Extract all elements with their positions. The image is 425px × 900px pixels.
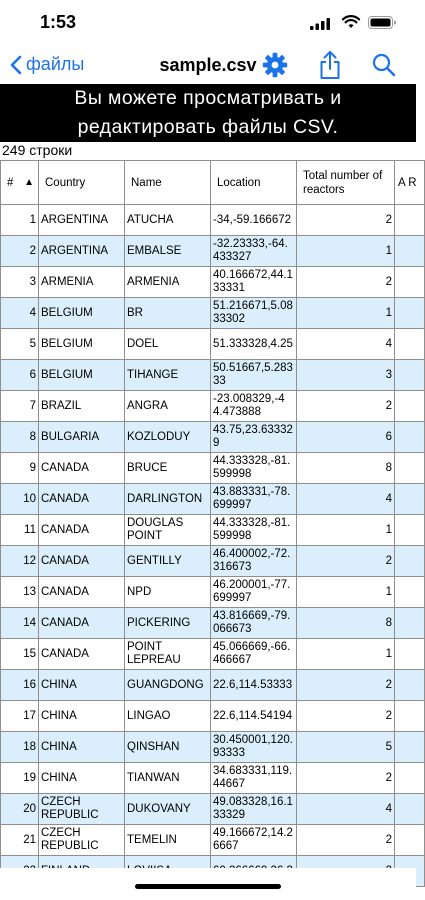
row-number[interactable]: 7	[1, 391, 39, 422]
name-cell[interactable]: DARLINGTON	[125, 484, 211, 515]
row-number[interactable]: 2	[1, 236, 39, 267]
search-icon[interactable]	[372, 53, 396, 77]
table-row[interactable]	[1, 546, 425, 577]
location-cell[interactable]: 51.333328,4.25	[211, 329, 297, 360]
reactor-count-cell[interactable]: 2	[297, 701, 395, 732]
reactor-count-cell[interactable]: 1	[297, 515, 395, 546]
banner-line-2: редактировать файлы CSV.	[77, 116, 339, 138]
next-column-cell[interactable]	[395, 546, 425, 577]
country-cell[interactable]: CHINA	[39, 701, 125, 732]
next-column-cell[interactable]	[395, 298, 425, 329]
country-cell[interactable]: ARGENTINA	[39, 205, 125, 236]
home-indicator[interactable]	[135, 884, 281, 889]
row-number[interactable]: 15	[1, 639, 39, 670]
row-number[interactable]: 14	[1, 608, 39, 639]
location-cell[interactable]: -23.008329,-44.473888	[211, 391, 297, 422]
name-cell[interactable]: DOUGLAS POINT	[125, 515, 211, 546]
location-cell[interactable]: 43.75,23.633329	[211, 422, 297, 453]
row-number[interactable]: 18	[1, 732, 39, 763]
next-column-cell[interactable]	[395, 701, 425, 732]
row-number[interactable]: 11	[1, 515, 39, 546]
location-cell[interactable]: 22.6,114.53333	[211, 670, 297, 701]
row-number[interactable]: 21	[1, 825, 39, 856]
country-cell[interactable]: BELGIUM	[39, 329, 125, 360]
country-cell[interactable]: CANADA	[39, 577, 125, 608]
location-cell[interactable]: 49.083328,16.133329	[211, 794, 297, 825]
country-cell[interactable]: CZECH REPUBLIC	[39, 794, 125, 825]
location-cell[interactable]: -34,-59.166672	[211, 205, 297, 236]
table-row[interactable]	[1, 515, 425, 546]
reactor-count-cell[interactable]: 4	[297, 484, 395, 515]
location-cell[interactable]: 49.166672,14.26667	[211, 825, 297, 856]
column-header-total-reactors[interactable]: Total number of reactors	[297, 161, 395, 205]
name-cell[interactable]: QINSHAN	[125, 732, 211, 763]
table-row[interactable]	[1, 732, 425, 763]
name-cell[interactable]: POINT LEPREAU	[125, 639, 211, 670]
column-header-name[interactable]: Name	[125, 161, 211, 205]
next-column-cell[interactable]	[395, 453, 425, 484]
column-header-number[interactable]	[1, 161, 39, 205]
table-row[interactable]	[1, 205, 425, 236]
name-cell[interactable]: GUANGDONG	[125, 670, 211, 701]
column-header-country[interactable]: Country	[39, 161, 125, 205]
country-cell[interactable]: CZECH REPUBLIC	[39, 825, 125, 856]
table-row[interactable]	[1, 794, 425, 825]
name-cell[interactable]: LINGAO	[125, 701, 211, 732]
name-cell[interactable]: BRUCE	[125, 453, 211, 484]
location-cell[interactable]: 46.200001,-77.699997	[211, 577, 297, 608]
location-cell[interactable]: 22.6,114.54194	[211, 701, 297, 732]
next-column-cell[interactable]	[395, 236, 425, 267]
location-cell[interactable]: 30.450001,120.93333	[211, 732, 297, 763]
name-cell[interactable]: ARMENIA	[125, 267, 211, 298]
next-column-cell[interactable]	[395, 825, 425, 856]
table-row[interactable]	[1, 577, 425, 608]
location-cell[interactable]: 45.066669,-66.466667	[211, 639, 297, 670]
battery-icon	[368, 16, 396, 29]
reactor-count-cell[interactable]: 1	[297, 577, 395, 608]
next-column-cell[interactable]	[395, 422, 425, 453]
back-label: файлы	[26, 54, 85, 74]
next-column-cell[interactable]	[395, 205, 425, 236]
reactor-count-cell[interactable]: 2	[297, 825, 395, 856]
column-header-label: #	[7, 176, 14, 189]
row-number[interactable]: 16	[1, 670, 39, 701]
sort-ascending-icon: ▲	[24, 176, 34, 188]
location-cell[interactable]: 46.400002,-72.316673	[211, 546, 297, 577]
table-row[interactable]	[1, 267, 425, 298]
next-column-cell[interactable]	[395, 515, 425, 546]
column-header-location[interactable]: Location	[211, 161, 297, 205]
row-number[interactable]: 4	[1, 298, 39, 329]
row-number[interactable]: 17	[1, 701, 39, 732]
row-number[interactable]: 12	[1, 546, 39, 577]
reactor-count-cell[interactable]: 1	[297, 639, 395, 670]
next-column-cell[interactable]	[395, 329, 425, 360]
next-column-cell[interactable]	[395, 794, 425, 825]
country-cell[interactable]: CANADA	[39, 608, 125, 639]
table-row[interactable]	[1, 298, 425, 329]
next-column-cell[interactable]	[395, 360, 425, 391]
row-number[interactable]: 20	[1, 794, 39, 825]
reactor-count-cell[interactable]: 5	[297, 732, 395, 763]
country-cell[interactable]: CHINA	[39, 763, 125, 794]
next-column-cell[interactable]	[395, 577, 425, 608]
reactor-count-cell[interactable]: 4	[297, 794, 395, 825]
reactor-count-cell[interactable]: 8	[297, 608, 395, 639]
page-title: sample.csv	[159, 55, 257, 75]
reactor-count-cell[interactable]: 2	[297, 205, 395, 236]
name-cell[interactable]: DUKOVANY	[125, 794, 211, 825]
table-row[interactable]	[1, 639, 425, 670]
status-time: 1:53	[40, 12, 77, 32]
info-banner	[0, 84, 416, 142]
country-cell[interactable]: CHINA	[39, 670, 125, 701]
name-cell[interactable]: BR	[125, 298, 211, 329]
country-cell[interactable]: ARGENTINA	[39, 236, 125, 267]
back-button[interactable]	[10, 54, 84, 75]
table-row[interactable]	[1, 484, 425, 515]
name-cell[interactable]: ANGRA	[125, 391, 211, 422]
location-cell[interactable]: 43.883331,-78.699997	[211, 484, 297, 515]
row-number[interactable]: 9	[1, 453, 39, 484]
cellular-signal-icon	[310, 18, 330, 30]
table-row[interactable]	[1, 608, 425, 639]
country-cell[interactable]: BELGIUM	[39, 298, 125, 329]
name-cell[interactable]: NPD	[125, 577, 211, 608]
row-number[interactable]: 8	[1, 422, 39, 453]
table-row[interactable]	[1, 422, 425, 453]
next-column-cell[interactable]	[395, 267, 425, 298]
banner-line-1: Вы можете просматривать и	[74, 87, 342, 109]
table-row[interactable]	[1, 763, 425, 794]
name-cell[interactable]: TIHANGE	[125, 360, 211, 391]
row-number[interactable]: 5	[1, 329, 39, 360]
next-column-cell[interactable]	[395, 639, 425, 670]
table-row[interactable]	[1, 825, 425, 856]
next-column-cell[interactable]	[395, 763, 425, 794]
reactor-count-cell[interactable]: 3	[297, 360, 395, 391]
country-cell[interactable]: BRAZIL	[39, 391, 125, 422]
reactor-count-cell[interactable]: 6	[297, 422, 395, 453]
reactor-count-cell[interactable]: 1	[297, 298, 395, 329]
country-cell[interactable]: BELGIUM	[39, 360, 125, 391]
table-row[interactable]	[1, 360, 425, 391]
name-cell[interactable]: KOZLODUY	[125, 422, 211, 453]
gear-icon[interactable]	[262, 52, 288, 78]
name-cell[interactable]: GENTILLY	[125, 546, 211, 577]
country-cell[interactable]: CANADA	[39, 453, 125, 484]
csv-table	[0, 160, 416, 868]
next-column-cell[interactable]	[395, 391, 425, 422]
name-cell[interactable]: ATUCHA	[125, 205, 211, 236]
table-row[interactable]	[1, 453, 425, 484]
row-number[interactable]: 6	[1, 360, 39, 391]
location-cell[interactable]: -32.23333,-64.433327	[211, 236, 297, 267]
table-header-row	[1, 161, 425, 205]
next-column-cell[interactable]	[395, 670, 425, 701]
location-cell[interactable]: 40.166672,44.133331	[211, 267, 297, 298]
status-bar	[0, 0, 416, 48]
location-cell[interactable]: 44.333328,-81.599998	[211, 453, 297, 484]
reactor-count-cell[interactable]: 2	[297, 670, 395, 701]
wifi-icon	[342, 15, 360, 29]
table-row[interactable]	[1, 236, 425, 267]
row-count: 249 строки	[2, 142, 73, 158]
location-cell[interactable]: 44.333328,-81.599998	[211, 515, 297, 546]
table-row[interactable]	[1, 670, 425, 701]
name-cell[interactable]: DOEL	[125, 329, 211, 360]
column-header-next[interactable]: A R	[395, 161, 425, 205]
name-cell[interactable]: TIANWAN	[125, 763, 211, 794]
next-column-cell[interactable]	[395, 608, 425, 639]
reactor-count-cell[interactable]: 1	[297, 236, 395, 267]
reactor-count-cell[interactable]: 2	[297, 763, 395, 794]
next-column-cell[interactable]	[395, 484, 425, 515]
location-cell[interactable]: 51.216671,5.0833302	[211, 298, 297, 329]
row-number[interactable]: 19	[1, 763, 39, 794]
navigation-bar	[0, 48, 416, 86]
table-row[interactable]	[1, 391, 425, 422]
country-cell[interactable]: BULGARIA	[39, 422, 125, 453]
row-number[interactable]: 3	[1, 267, 39, 298]
country-cell[interactable]: CHINA	[39, 732, 125, 763]
location-cell[interactable]: 50.51667,5.28333	[211, 360, 297, 391]
location-cell[interactable]: 34.683331,119.44667	[211, 763, 297, 794]
name-cell[interactable]: TEMELIN	[125, 825, 211, 856]
table-row[interactable]	[1, 701, 425, 732]
reactor-count-cell[interactable]: 8	[297, 453, 395, 484]
name-cell[interactable]: EMBALSE	[125, 236, 211, 267]
location-cell[interactable]: 43.816669,-79.066673	[211, 608, 297, 639]
country-cell[interactable]: ARMENIA	[39, 267, 125, 298]
name-cell[interactable]: PICKERING	[125, 608, 211, 639]
chevron-left-icon	[10, 55, 22, 75]
share-icon[interactable]	[318, 50, 342, 80]
country-cell[interactable]: CANADA	[39, 484, 125, 515]
next-column-cell[interactable]	[395, 732, 425, 763]
row-number[interactable]: 10	[1, 484, 39, 515]
reactor-count-cell[interactable]: 4	[297, 329, 395, 360]
reactor-count-cell[interactable]: 2	[297, 391, 395, 422]
row-number[interactable]: 13	[1, 577, 39, 608]
row-number[interactable]: 1	[1, 205, 39, 236]
country-cell[interactable]: CANADA	[39, 639, 125, 670]
country-cell[interactable]: CANADA	[39, 546, 125, 577]
table-row[interactable]	[1, 329, 425, 360]
reactor-count-cell[interactable]: 2	[297, 267, 395, 298]
reactor-count-cell[interactable]: 2	[297, 546, 395, 577]
country-cell[interactable]: CANADA	[39, 515, 125, 546]
